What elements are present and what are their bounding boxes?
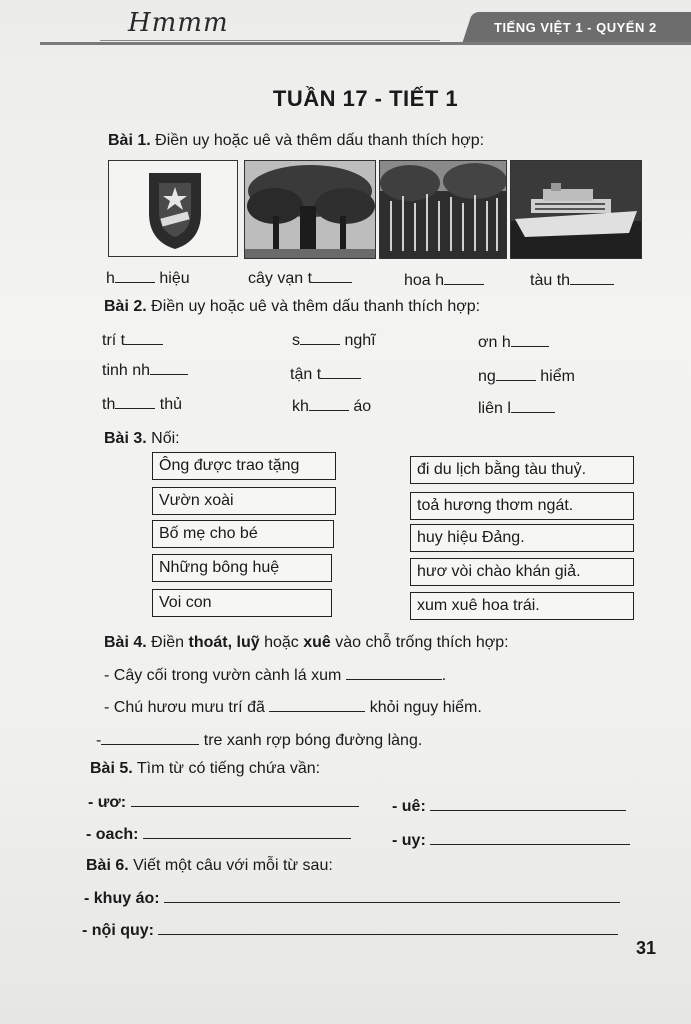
bai4-number: Bài 4. [104, 634, 147, 651]
bai6-row-2 [82, 920, 618, 940]
ship-icon [510, 160, 642, 259]
bai2-item-4 [102, 360, 188, 380]
bai2-item-text: tận t [290, 366, 322, 383]
bai4-sentence-text: - [96, 732, 102, 749]
match-left-4[interactable]: Những bông huệ [152, 554, 332, 582]
bai4-sentence-3 [96, 730, 422, 750]
bai5-label: - uy: [392, 832, 426, 849]
bai1-item-3 [404, 270, 484, 290]
bai4-prompt: Điền [151, 634, 185, 651]
match-right-5[interactable]: xum xuê hoa trái. [410, 592, 634, 620]
bai2-item-3 [478, 332, 549, 352]
answer-blank[interactable] [321, 364, 361, 379]
match-left-1[interactable]: Ông được trao tặng [152, 452, 336, 480]
bai6-label: - nội quy: [82, 922, 154, 939]
answer-blank[interactable] [570, 270, 614, 285]
bai6-number: Bài 6. [86, 857, 129, 874]
bai6-prompt: Viết một câu với mỗi từ sau: [133, 857, 333, 874]
bai5-row-1a [88, 792, 359, 812]
match-right-4[interactable]: hươ vòi chào khán giả. [410, 558, 634, 586]
bai1-item-text: h [106, 270, 115, 287]
bai4-sentence-text: . [441, 667, 447, 684]
party-badge-icon [108, 160, 238, 257]
answer-blank[interactable] [496, 366, 536, 381]
bai4-sentence-text: - Chú hươu mưu trí đã [104, 699, 265, 716]
answer-blank[interactable] [101, 730, 199, 745]
bai1-item-text: hiệu [159, 270, 190, 287]
bai2-item-text: trí t [102, 332, 126, 349]
answer-blank[interactable] [430, 796, 626, 811]
book-title: TIẾNG VIỆT 1 - QUYỂN 2 [494, 20, 657, 35]
bai5-number: Bài 5. [90, 760, 133, 777]
answer-blank[interactable] [511, 332, 549, 347]
bai2-item-5 [290, 364, 361, 384]
bai2-item-2 [292, 330, 376, 350]
answer-blank[interactable] [511, 398, 555, 413]
bai4-word-3: xuê [303, 634, 331, 651]
bai2-item-6 [478, 366, 575, 386]
match-right-3[interactable]: huy hiệu Đảng. [410, 524, 634, 552]
match-right-2[interactable]: toả hương thơm ngát. [410, 492, 634, 520]
bai2-item-7 [102, 394, 182, 414]
bai5-prompt: Tìm từ có tiếng chứa vần: [136, 760, 321, 777]
bai6-label: - khuy áo: [84, 890, 160, 907]
bai2-heading [104, 298, 480, 316]
bai2-item-text: ng [478, 368, 496, 385]
bai2-item-text: áo [353, 398, 372, 415]
answer-blank[interactable] [131, 792, 359, 807]
bai5-heading [90, 760, 320, 778]
header-rule [40, 42, 691, 45]
bai2-item-text: thủ [159, 396, 183, 413]
bai2-item-1 [102, 330, 163, 350]
bai1-item-text: cây vạn t [248, 270, 313, 287]
bai1-heading [108, 132, 484, 150]
bai6-heading [86, 857, 333, 875]
bai2-item-text: ơn h [478, 334, 511, 351]
bai5-row-2a [86, 824, 351, 844]
bai2-prompt: Điền uy hoặc uê và thêm dấu thanh thích hợp: [151, 298, 481, 315]
answer-blank[interactable] [125, 330, 163, 345]
bai1-prompt: Điền uy hoặc uê và thêm dấu thanh thích hợp: [155, 132, 485, 149]
bai1-number: Bài 1. [108, 132, 151, 149]
bai2-number: Bài 2. [104, 298, 147, 315]
answer-blank[interactable] [164, 888, 620, 903]
answer-blank[interactable] [150, 360, 188, 375]
bai5-row-2b [392, 830, 630, 850]
bai2-item-text: s [292, 332, 300, 349]
bai3-prompt: Nối: [151, 430, 180, 447]
answer-blank[interactable] [430, 830, 630, 845]
bai4-sentence-text: khỏi nguy hiểm. [369, 699, 482, 716]
bai3-heading [104, 430, 180, 448]
answer-blank[interactable] [300, 330, 340, 345]
answer-blank[interactable] [115, 268, 155, 283]
bai5-label: - ươ: [88, 794, 127, 811]
signature-line [100, 40, 440, 41]
bai4-heading: Bài 4. Điền thoát, luỹ hoặc xuê vào chỗ trống thích hợp: [104, 634, 509, 651]
answer-blank[interactable] [143, 824, 351, 839]
answer-blank[interactable] [309, 396, 349, 411]
answer-blank[interactable] [158, 920, 618, 935]
bai2-item-text: kh [292, 398, 309, 415]
bai2-item-text: liên l [478, 400, 511, 417]
signature: Hmmm [128, 8, 229, 38]
bai1-item-text: hoa h [404, 272, 445, 289]
page-title: TUẦN 17 - TIẾT 1 [272, 86, 459, 111]
bai1-item-4 [530, 270, 614, 290]
answer-blank[interactable] [269, 697, 365, 712]
match-right-1[interactable]: đi du lịch bằng tàu thuỷ. [410, 456, 634, 484]
bai5-label: - oach: [86, 826, 139, 843]
bai6-row-1 [84, 888, 620, 908]
match-left-5[interactable]: Voi con [152, 589, 332, 617]
bai4-word-1: thoát [188, 634, 228, 651]
bai4-sentence-text: - Cây cối trong vườn cành lá xum [104, 667, 342, 684]
bai1-item-text: tàu th [530, 272, 571, 289]
bai2-item-text: th [102, 396, 116, 413]
page-number: 31 [636, 938, 657, 958]
bai2-item-text: tinh nh [102, 362, 151, 379]
bai4-word-2: luỹ [236, 634, 260, 651]
banyan-tree-icon [244, 160, 376, 259]
flower-field-icon [379, 160, 507, 259]
match-left-2[interactable]: Vườn xoài [152, 487, 336, 515]
answer-blank[interactable] [115, 394, 155, 409]
bai4-mid: hoặc [264, 634, 299, 651]
answer-blank[interactable] [444, 270, 484, 285]
bai4-sentence-text: tre xanh rợp bóng đường làng. [203, 732, 423, 749]
bai2-item-9 [478, 398, 555, 418]
bai2-item-text: hiểm [540, 368, 575, 385]
match-left-3[interactable]: Bố mẹ cho bé [152, 520, 334, 548]
bai5-row-1b [392, 796, 626, 816]
bai4-sentence-2 [104, 697, 482, 717]
bai1-item-1 [106, 268, 190, 288]
bai5-label: - uê: [392, 798, 426, 815]
bai2-item-text: nghĩ [344, 332, 376, 349]
bai2-item-8 [292, 396, 371, 416]
bai4-sentence-1 [104, 665, 446, 685]
bai1-item-2 [248, 268, 352, 288]
answer-blank[interactable] [346, 665, 442, 680]
bai3-number: Bài 3. [104, 430, 147, 447]
answer-blank[interactable] [312, 268, 352, 283]
bai4-prompt-end: vào chỗ trống thích hợp: [335, 634, 509, 651]
